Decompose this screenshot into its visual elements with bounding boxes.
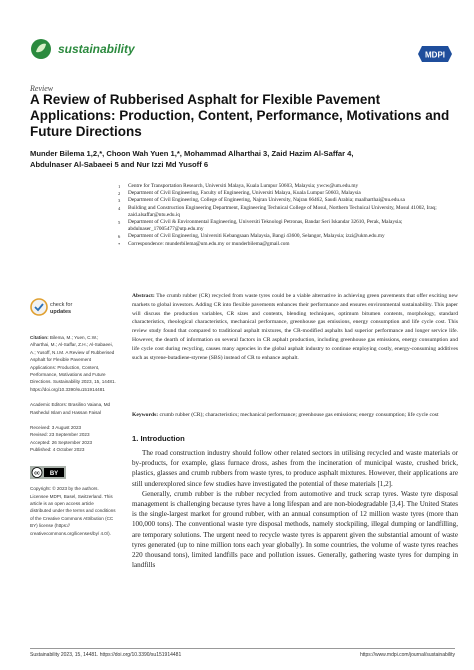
affiliation-item: 5 Department of Civil & Environmental Engineering, Universiti Teknologi Petronas, Bandar Seri Iskandar 32610, Perak, Malaysia; abdulnaser_17005477@utp.edu.my [118,219,403,233]
page-footer [30,648,455,658]
publication-dates: Received: 3 August 2023 Revised: 23 September 2023 Accepted: 26 September 2023 Published: 4 October 2023 [30,425,93,453]
paper-title: A Review of Rubberised Asphalt for Flexible Pavement Applications: Production, Content, Performance, Motivations and Future Directions [30,92,450,139]
article-sidebar [30,334,116,545]
keywords-text: crumb rubber (CR); characteristics; mechanical performance; greenhouse gas emissions; energy consumption; life cycle cost [159,412,439,418]
keywords [132,411,458,420]
footer-citation[interactable]: Sustainability 2023, 15, 14481. https://doi.org/10.3390/su151914481 [30,652,182,658]
svg-text:MDPI: MDPI [425,50,445,60]
copyright-license: Copyright: © 2023 by the authors. Licensee MDPI, Basel, Switzerland. This article is an open access article distributed under the terms and conditions of the Creative Commons Attribution (CC BY) license (https:// creativecommons.org/licenses/by/ 4.0/). [30,486,116,536]
svg-text:BY: BY [49,470,59,477]
authors-line-2: Abdulnaser Al-Sabaeei 5 and Nur Izzi Md Yusoff 6 [30,160,209,169]
abstract [132,292,458,362]
check-for-updates-icon[interactable] [30,296,80,318]
keywords-label: Keywords: [132,412,159,418]
svg-text:check for: check for [50,302,73,308]
cc-by-license-icon[interactable] [30,466,66,479]
affiliation-item: 3 Department of Civil Engineering, College of Engineering, Najran University, Najran 66462, Saudi Arabia; maalharthai@nu.edu.sa [118,197,405,204]
svg-text:cc: cc [34,470,40,477]
author-list [30,148,455,170]
svg-text:updates: updates [50,309,72,315]
article-type: Review [30,84,54,93]
correspondence: * Correspondence: munderbilema@um.edu.my or munderbilema@gmail.com [118,240,290,247]
footer-journal-url[interactable]: https://www.mdpi.com/journal/sustainability [359,652,455,658]
section-heading: 1. Introduction [132,434,185,443]
journal-logo-icon [30,38,52,60]
paragraph: Generally, crumb rubber is the rubber recycled from automotive and truck scrap tyres. Waste tyre disposal management is challenging because tyres have a long lifespan and are non-biodegradable [3,4]. The United States is the single-largest market for ground rubber, with an annual consumption of 12 million waste tyres (more than 100,000 tons). The conventional waste tyre disposal methods, namely stockpiling, illegal dumping or landfilling, are temporary solutions. The urgent need to recycle waste tyres is apparent given the substantial amount of waste tyres generated (up to nine million tons each year globally). In some countries, the volume of waste tyres reaches 220 thousand tons), limited landfills pace and pollution issues. Generally, gathering waste tyres for dumping in landfills [132,489,458,570]
section-body [132,448,458,570]
affiliation-item: 4 Building and Construction Engineering Department, Engineering Technical College of Mosul, Northern Technical University, Mosul 41002, Iraq; zaid.alsaffar@ntu.edu.iq [118,204,437,218]
abstract-label: Abstract: [132,293,155,299]
affiliation-item: 2 Department of Civil Engineering, Faculty of Engineering, Universiti Malaya, Kuala Lumpur 50603, Malaysia [118,190,361,197]
paragraph: The road construction industry should follow other related sectors in utilising recycled and waste materials or by-products, for example, glass furnace dross, ashes from the incineration of municipal waste, crushed brick, plastics, glasses and crumb rubbers from waste tyres, to produce asphalt mixtures. However, their applications are still underexplored since few studies have investigated the potential of these materials [1,2]. [132,449,458,488]
affiliation-list [118,183,458,248]
abstract-text: The crumb rubber (CR) recycled from waste tyres could be a viable alternative in achieving green pavements that offer exciting new markets to global investors. Adding CR into flexible pavements enhances their performance and ensures environmental sustainability. This paper will discuss the production variables, CR sizes and contents, blending techniques, optimum bitumen contents, morphology, standard characteristics, rheological characteristics, mechanical performance, greenhouse gas emissions, energy consumption and life cycle cost. This review study found that compared to traditional asphalt mixtures, the CR-modified asphalts had superior performance and longer service life. However, the dearth of information on several factors in CR asphalt production, including greenhouse gas emissions, energy consumption and life cycle cost during recycling, causes many agencies in the global asphalt industry to continue employing costly, energy-consuming additives such as styrene-butadiene-styrene (SBS) instead of CR to enhance asphalt. [132,293,458,361]
journal-name[interactable]: sustainability [58,42,135,56]
affiliation-item: 6 Department of Civil Engineering, Universiti Kebangsaan Malaysia, Bangi 43600, Selangor, Malaysia; izzi@ukm.edu.my [118,233,385,240]
affiliation-item: 1 Centre for Transportation Research, Universiti Malaya, Kuala Lumpur 50603, Malaysia; ywcw@um.edu.my [118,183,359,189]
mdpi-logo-icon[interactable] [418,44,452,64]
academic-editors: Academic Editors: Brasilino Vaiana, Md Rashedul Islam and Hassan Faisal [30,402,111,415]
authors-line-1: Munder Bilema 1,2,*, Choon Wah Yuen 1,*, Mohammad Alharthai 3, Zaid Hazim Al-Saffar 4, [30,149,354,158]
citation: Citation: Bilema, M.; Yuen, C.W.; Alharthai, M.; Al-Saffar, Z.H.; Al-Sabaeei, A.; Yusoff, N.I.M. A Review of Rubberised Asphalt for Flexible Pavement Applications: Production, Content, Performance, Motivations and Future Directions. Sustainability 2023, 15, 14481. https://doi.org/10.3390/su151914481 [30,335,116,392]
